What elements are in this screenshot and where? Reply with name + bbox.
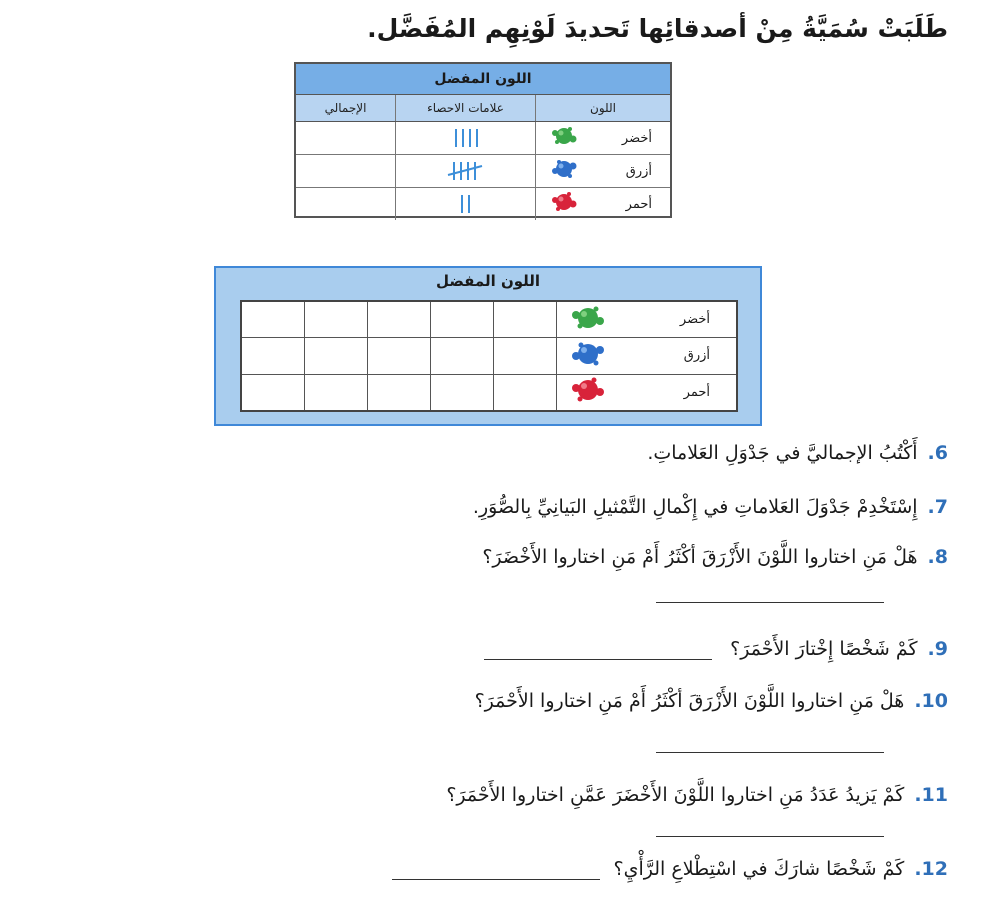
answer-line-10[interactable]: [656, 752, 884, 753]
answer-line-11[interactable]: [656, 836, 884, 837]
row-label: أخضر: [621, 130, 652, 146]
question-8: [482, 546, 948, 568]
answer-line-9[interactable]: [484, 659, 712, 660]
question-7: [473, 496, 948, 518]
graph-cell[interactable]: [431, 338, 494, 373]
row-label: أخضر: [679, 312, 710, 328]
tally-table: [294, 62, 672, 218]
tally-marks-blue: [395, 155, 535, 187]
header-tally: علامات الاحصاء: [395, 95, 535, 121]
picture-graph-row-red: [242, 375, 736, 410]
question-9: [484, 638, 948, 660]
picture-graph-row-blue: [242, 338, 736, 374]
tally-marks-green: [395, 122, 535, 154]
graph-cell[interactable]: [368, 375, 431, 410]
answer-line-12[interactable]: [392, 879, 600, 880]
blue-paint-splat-icon: [571, 341, 605, 371]
question-number: 11.: [914, 784, 948, 806]
row-label: أحمر: [683, 384, 710, 400]
table-row: [296, 122, 670, 155]
graph-cell[interactable]: [431, 302, 494, 337]
graph-cell[interactable]: [242, 302, 305, 337]
red-paint-splat-icon: [571, 377, 605, 407]
header-total: الإجمالي: [324, 101, 367, 115]
graph-cell[interactable]: [242, 338, 305, 373]
question-text: أَكْتُبُ الإجماليَّ في جَدْوَلِ العَلاماتِ.: [647, 442, 918, 464]
question-number: 6.: [927, 442, 948, 464]
row-label: أحمر: [625, 196, 652, 212]
tally-table-title: اللون المفضل: [296, 64, 670, 95]
tally-marks-red: [395, 188, 535, 220]
row-label: أزرق: [625, 163, 652, 179]
table-row: [296, 188, 670, 220]
answer-line-8[interactable]: [656, 602, 884, 603]
question-number: 12.: [914, 858, 948, 880]
graph-cell[interactable]: [494, 338, 557, 373]
picture-graph-grid: [240, 300, 738, 412]
intro-heading: طَلَبَتْ سُمَيَّةُ مِنْ أصدقائِها تَحديدَ لَوْنِهِم المُفَضَّل.: [367, 14, 948, 43]
picture-graph-row-green: [242, 302, 736, 338]
question-number: 9.: [927, 638, 948, 660]
question-12: [392, 858, 949, 880]
graph-cell[interactable]: [494, 302, 557, 337]
picture-graph-title: اللون المفضل: [435, 272, 541, 290]
question-text: هَلْ مَنِ اختاروا اللَّوْنَ الأَزْرَقَ أكْثَرُ أَمْ مَنِ اختاروا الأَخْضَرَ؟: [482, 546, 918, 568]
graph-cell[interactable]: [242, 375, 305, 410]
tally-table-header-row: [296, 95, 670, 122]
question-number: 10.: [914, 690, 948, 712]
graph-cell[interactable]: [368, 302, 431, 337]
question-text: إِسْتَخْدِمْ جَدْوَلَ العَلاماتِ في إِكْمالِ التَّمْثيلِ البَيانِيِّ بِالصُّوَرِ.: [472, 496, 918, 518]
question-text: كَمْ شَخْصًا إِخْتارَ الأَحْمَرَ؟: [730, 638, 918, 660]
graph-cell[interactable]: [368, 338, 431, 373]
graph-cell[interactable]: [305, 302, 368, 337]
question-6: [647, 442, 948, 464]
question-10: [475, 690, 948, 712]
total-cell-red[interactable]: [296, 188, 395, 220]
question-text: كَمْ شَخْصًا شارَكَ في اسْتِطْلاعِ الرَّأْيِ؟: [613, 858, 905, 880]
graph-cell[interactable]: [494, 375, 557, 410]
green-paint-splat-icon: [550, 125, 578, 151]
header-color: اللون: [535, 95, 670, 121]
red-paint-splat-icon: [550, 191, 578, 217]
graph-cell[interactable]: [305, 338, 368, 373]
green-paint-splat-icon: [571, 305, 605, 335]
question-number: 8.: [927, 546, 948, 568]
total-cell-blue[interactable]: [296, 155, 395, 187]
question-text: هَلْ مَنِ اختاروا اللَّوْنَ الأَزْرَقَ أكْثَرُ أَمْ مَنِ اختاروا الأَحْمَرَ؟: [474, 690, 905, 712]
question-text: كَمْ يَزيدُ عَدَدُ مَنِ اختاروا اللَّوْنَ الأَخْضَرَ عَمَّنِ اختاروا الأَحْمَرَ؟: [446, 784, 905, 806]
total-cell-green[interactable]: [296, 122, 395, 154]
graph-cell[interactable]: [431, 375, 494, 410]
question-11: [446, 784, 948, 806]
blue-paint-splat-icon: [550, 158, 578, 184]
question-number: 7.: [927, 496, 948, 518]
picture-graph: [214, 266, 762, 426]
graph-cell[interactable]: [305, 375, 368, 410]
table-row: [296, 155, 670, 188]
row-label: أزرق: [683, 348, 710, 364]
